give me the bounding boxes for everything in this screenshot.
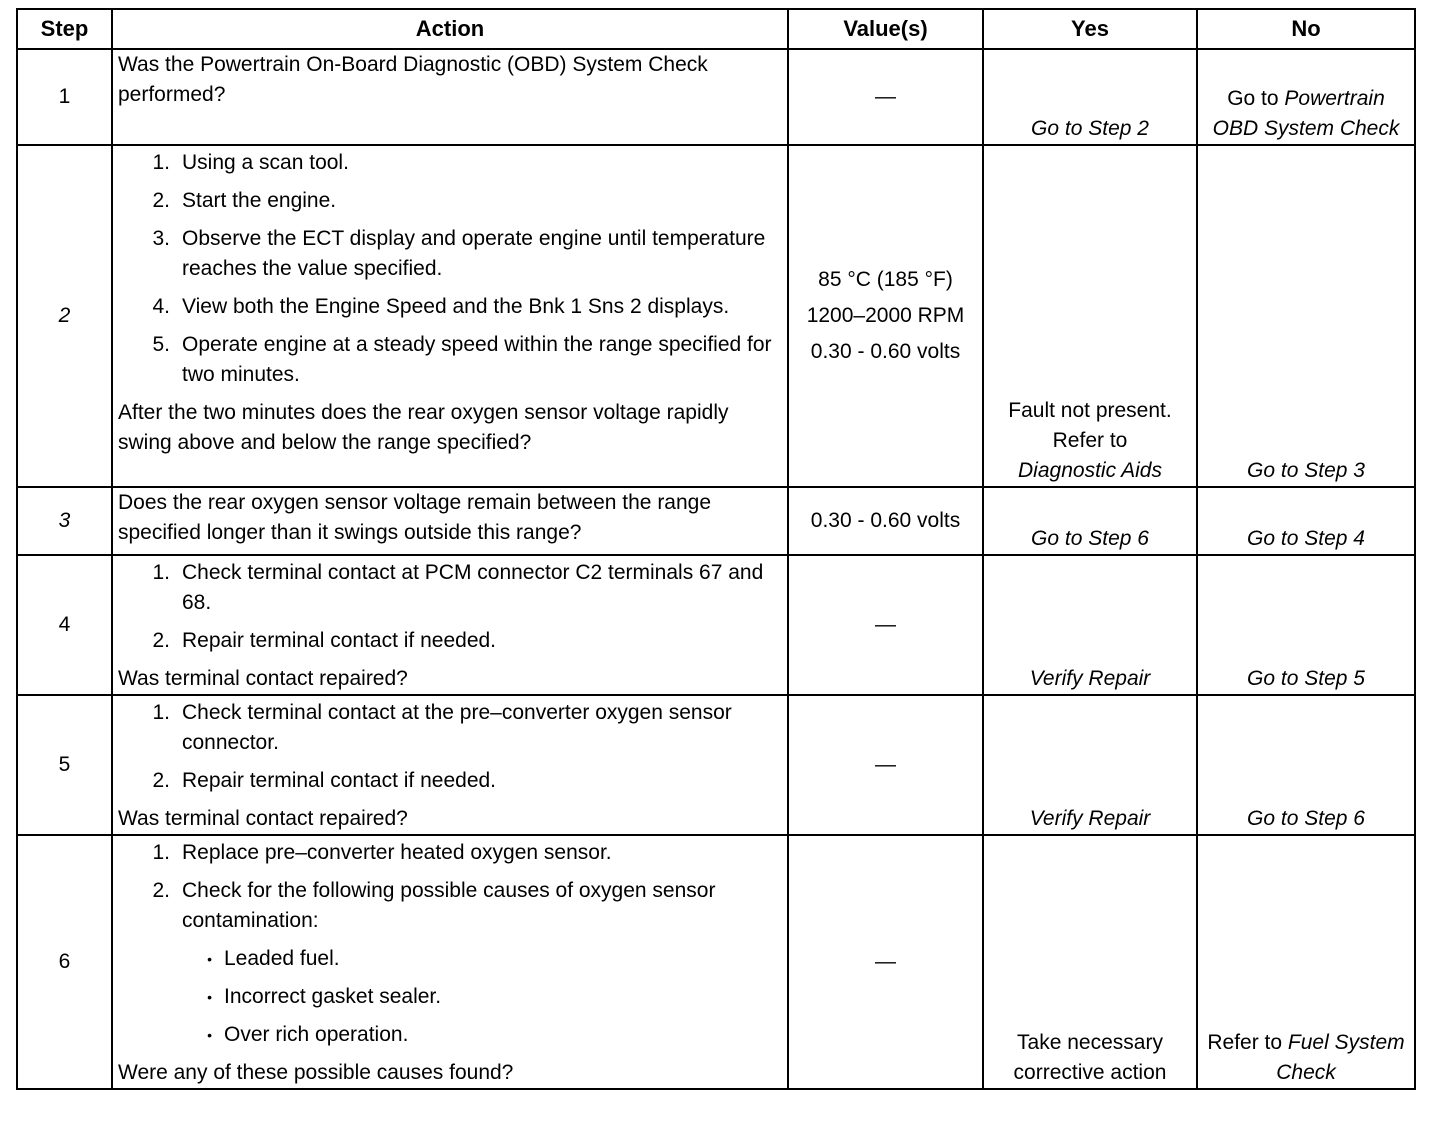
action-text: Was the Powertrain On-Board Diagnostic (OBD) System Check performed? xyxy=(118,53,708,106)
bullet-icon: • xyxy=(207,1027,212,1043)
value-rpm: 1200–2000 RPM xyxy=(806,304,965,327)
header-no: No xyxy=(1197,9,1415,49)
value-cell: — xyxy=(788,49,983,145)
diagnostic-table xyxy=(16,8,1416,1090)
action-steps xyxy=(118,148,782,390)
yes-text: Fault not present. Refer to xyxy=(1008,399,1172,452)
action-cell xyxy=(112,487,788,555)
list-item: 5. Operate engine at a steady speed within the range specified for two minutes. xyxy=(152,333,772,386)
no-text: Go to xyxy=(1227,87,1285,110)
no-cell: Go to Step 3 xyxy=(1197,145,1415,487)
yes-cell: Go to Step 6 xyxy=(983,487,1197,555)
list-item: 1. Replace pre–converter heated oxygen sensor. xyxy=(152,841,612,864)
yes-cell: Go to Step 2 xyxy=(983,49,1197,145)
list-item: 1. Check terminal contact at PCM connector C2 terminals 67 and 68. xyxy=(152,561,764,614)
no-text: Refer to xyxy=(1207,1031,1288,1054)
value-cell: — xyxy=(788,695,983,835)
action-question: Was terminal contact repaired? xyxy=(118,807,408,830)
action-cell xyxy=(112,835,788,1089)
yes-cell: Take necessary corrective action xyxy=(983,835,1197,1089)
table-row xyxy=(17,555,1415,695)
action-question: Was terminal contact repaired? xyxy=(118,667,408,690)
value-cell xyxy=(788,145,983,487)
yes-cell: Verify Repair xyxy=(983,695,1197,835)
header-action: Action xyxy=(112,9,788,49)
list-item: • Leaded fuel. xyxy=(118,944,782,974)
action-steps xyxy=(118,558,782,656)
value-cell: — xyxy=(788,555,983,695)
step-number: 6 xyxy=(17,835,112,1089)
list-item: 2. Repair terminal contact if needed. xyxy=(152,629,497,652)
value-cell: 0.30 - 0.60 volts xyxy=(788,487,983,555)
yes-reference: Diagnostic Aids xyxy=(1018,459,1162,482)
header-row xyxy=(17,9,1415,49)
action-question: After the two minutes does the rear oxygen sensor voltage rapidly swing above and below the range specified? xyxy=(118,401,729,454)
header-step: Step xyxy=(17,9,112,49)
list-item: 1. Using a scan tool. xyxy=(152,151,349,174)
no-reference: Fuel System Check xyxy=(1276,1031,1405,1084)
header-yes: Yes xyxy=(983,9,1197,49)
action-text: Does the rear oxygen sensor voltage remain between the range specified longer than it swings outside this range? xyxy=(118,491,712,544)
step-number: 2 xyxy=(17,145,112,487)
yes-cell: Verify Repair xyxy=(983,555,1197,695)
action-cell xyxy=(112,695,788,835)
no-cell: Go to Step 6 xyxy=(1197,695,1415,835)
list-item: 1. Check terminal contact at the pre–converter oxygen sensor connector. xyxy=(152,701,732,754)
table-row xyxy=(17,835,1415,1089)
step-number: 5 xyxy=(17,695,112,835)
no-cell: Go to Step 4 xyxy=(1197,487,1415,555)
list-item: • Over rich operation. xyxy=(118,1020,782,1050)
action-cell xyxy=(112,145,788,487)
list-item: 2. Repair terminal contact if needed. xyxy=(152,769,497,792)
bullet-icon: • xyxy=(207,989,212,1005)
action-cell xyxy=(112,555,788,695)
list-item: 2. Check for the following possible causes of oxygen sensor contamination: xyxy=(152,879,716,932)
table-row xyxy=(17,49,1415,145)
bullet-icon: • xyxy=(207,951,212,967)
no-cell: Go to Step 5 xyxy=(1197,555,1415,695)
table-row xyxy=(17,487,1415,555)
value-temperature: 85 °C (185 °F) xyxy=(818,268,953,291)
value-cell: — xyxy=(788,835,983,1089)
header-values: Value(s) xyxy=(788,9,983,49)
table-row xyxy=(17,695,1415,835)
step-number: 1 xyxy=(17,49,112,145)
yes-cell xyxy=(983,145,1197,487)
cause-list xyxy=(118,944,782,1050)
action-cell xyxy=(112,49,788,145)
step-number: 4 xyxy=(17,555,112,695)
list-item: 3. Observe the ECT display and operate engine until temperature reaches the value specified. xyxy=(152,227,766,280)
list-item: 4. View both the Engine Speed and the Bnk 1 Sns 2 displays. xyxy=(152,295,730,318)
step-number: 3 xyxy=(17,487,112,555)
action-question: Were any of these possible causes found? xyxy=(118,1061,514,1084)
action-steps xyxy=(118,698,782,796)
no-cell xyxy=(1197,835,1415,1089)
value-voltage: 0.30 - 0.60 volts xyxy=(810,340,961,363)
action-steps xyxy=(118,838,782,936)
list-item: • Incorrect gasket sealer. xyxy=(118,982,782,1012)
no-cell xyxy=(1197,49,1415,145)
no-reference: Powertrain OBD System Check xyxy=(1212,87,1400,140)
list-item: 2. Start the engine. xyxy=(152,189,337,212)
table-row xyxy=(17,145,1415,487)
